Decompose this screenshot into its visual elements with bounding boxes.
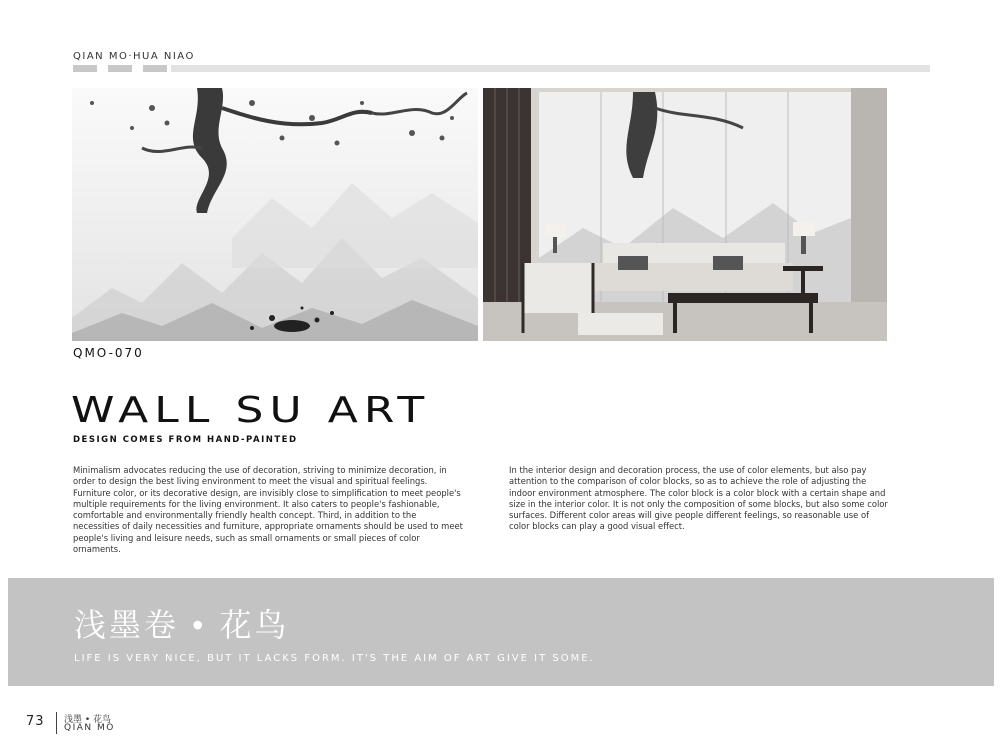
header-decorative-bar bbox=[73, 65, 930, 72]
banner-chinese-title: 浅墨卷 • 花鸟 bbox=[74, 606, 290, 644]
banner-slogan-text: LIFE IS VERY NICE, BUT IT LACKS FORM. IT'S THE AIM OF ART GIVE IT SOME. bbox=[74, 653, 595, 664]
product-code: QMO-070 bbox=[73, 346, 144, 360]
page-title: WALL SU ART bbox=[71, 390, 431, 431]
bar-segment bbox=[73, 65, 97, 72]
body-paragraph-right: In the interior design and decoration process, the use of color elements, but also pay attention to the comparison of color blocks, so as to achieve the role of adjusting the indoor environment atmosphere. The color block is a color block with a certain shape and size in the interior color. It is not only the composition of some blocks, but also some color surfaces. Different color areas will give people different feelings, so reasonable use of color blocks can play a good visual effect. bbox=[509, 465, 888, 532]
bar-segment bbox=[108, 65, 132, 72]
bar-line bbox=[171, 65, 930, 72]
bar-segment bbox=[143, 65, 167, 72]
body-paragraph-left: Minimalism advocates reducing the use of decoration, striving to minimize decoration, in order to design the best living environment to meet the visual and spiritual feelings. Furniture color, or its decorative design, are invisibly close to simplification to meet people's multiple requirements for the living environment. It also caters to people's fashionable, comfortable and environmentally friendly health concept. Third, in addition to the necessities of daily necessities and furniture, appropriate ornaments should be used to meet people's living and leisure needs, such as small ornaments or small pieces of color ornaments. bbox=[73, 465, 463, 555]
footer-brand-chinese: 浅墨 • 花鸟 bbox=[64, 715, 112, 725]
page-subtitle: DESIGN COMES FROM HAND-PAINTED bbox=[73, 435, 298, 445]
wallpaper-artwork-image bbox=[72, 88, 478, 341]
slogan-banner bbox=[8, 578, 994, 686]
page-number: 73 bbox=[26, 714, 45, 729]
footer-brand-english: QIAN MO bbox=[64, 723, 115, 733]
living-room-scene-image bbox=[483, 88, 887, 341]
footer-divider bbox=[56, 712, 57, 734]
header-brand: QIAN MO·HUA NIAO bbox=[73, 51, 195, 62]
